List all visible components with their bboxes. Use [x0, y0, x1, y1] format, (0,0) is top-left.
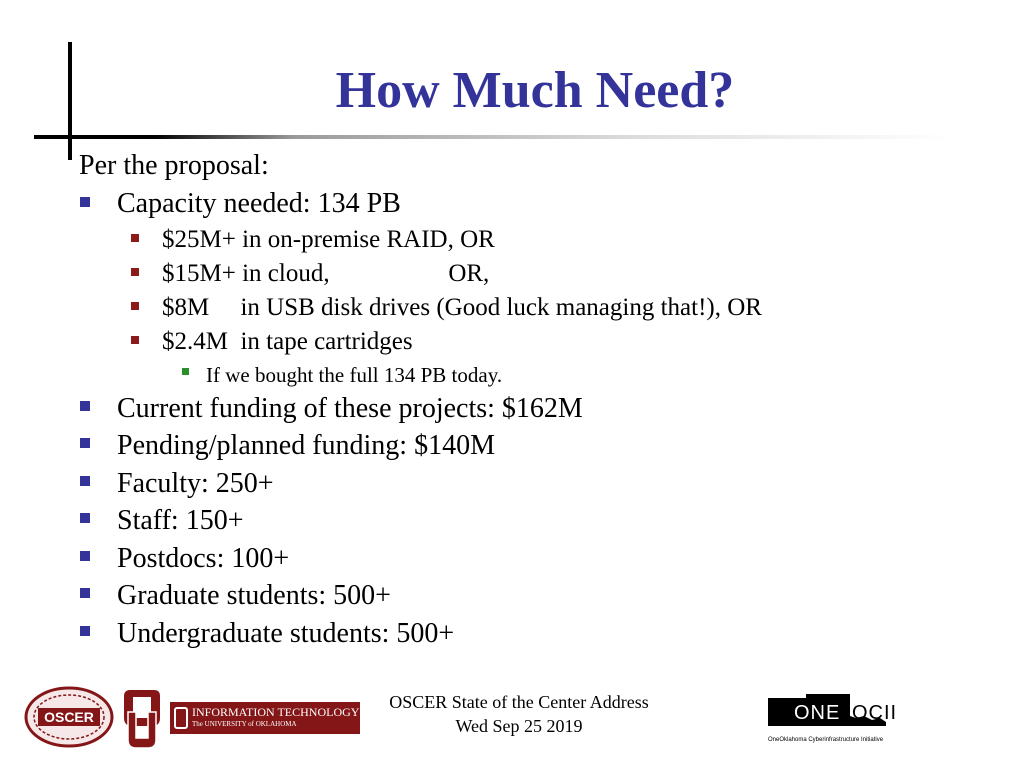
oscer-logo-text: OSCER — [44, 709, 94, 725]
oscer-seal-logo — [24, 686, 114, 748]
slide-title: How Much Need? — [335, 62, 735, 119]
square-bullet-icon — [131, 234, 139, 242]
square-bullet-icon — [80, 197, 90, 207]
capacity-item: Capacity needed: 134 PB — [117, 188, 401, 219]
ou-it-logo — [170, 702, 360, 734]
square-bullet-icon — [80, 551, 90, 561]
ou-logo — [120, 688, 164, 750]
option-item: $2.4M in tape cartridges — [162, 328, 413, 355]
square-bullet-icon — [80, 588, 90, 598]
note-item: If we bought the full 134 PB today. — [206, 363, 503, 387]
square-bullet-icon — [80, 476, 90, 486]
intro-text: Per the proposal: — [79, 150, 269, 181]
option-item: $15M+ in cloud, OR, — [162, 260, 490, 287]
stat-item: Staff: 150+ — [117, 505, 244, 536]
stat-item: Pending/planned funding: $140M — [117, 430, 495, 461]
footer-caption — [360, 690, 678, 738]
stat-item: Faculty: 250+ — [117, 468, 274, 499]
square-bullet-icon — [131, 268, 139, 276]
option-item: $25M+ in on-premise RAID, OR — [162, 226, 495, 253]
square-bullet-icon — [80, 513, 90, 523]
ou-it-subtitle: The UNIVERSITY of OKLAHOMA — [192, 720, 297, 728]
stat-item: Current funding of these projects: $162M — [117, 393, 583, 424]
oneocii-ocii-text: OCII — [852, 702, 898, 724]
stat-item: Undergraduate students: 500+ — [117, 618, 455, 649]
option-item: $8M in USB disk drives (Good luck managing that!), OR — [162, 294, 762, 321]
oneocii-one-text: ONE — [794, 702, 841, 724]
stat-item: Postdocs: 100+ — [117, 543, 290, 574]
stat-item: Graduate students: 500+ — [117, 580, 391, 611]
square-bullet-icon — [182, 368, 189, 375]
footer-line-2: Wed Sep 25 2019 — [455, 716, 583, 736]
oneocii-tagline: OneOklahoma Cyberinfrastructure Initiative — [768, 737, 884, 743]
square-bullet-icon — [131, 336, 139, 344]
square-bullet-icon — [80, 438, 90, 448]
footer-line-1: OSCER State of the Center Address — [389, 692, 649, 712]
square-bullet-icon — [80, 626, 90, 636]
ou-it-mark-icon — [174, 707, 188, 729]
oneocii-logo — [766, 690, 916, 750]
square-bullet-icon — [131, 302, 139, 310]
ou-it-title: INFORMATION TECHNOLOGY — [192, 705, 360, 719]
square-bullet-icon — [80, 401, 90, 411]
